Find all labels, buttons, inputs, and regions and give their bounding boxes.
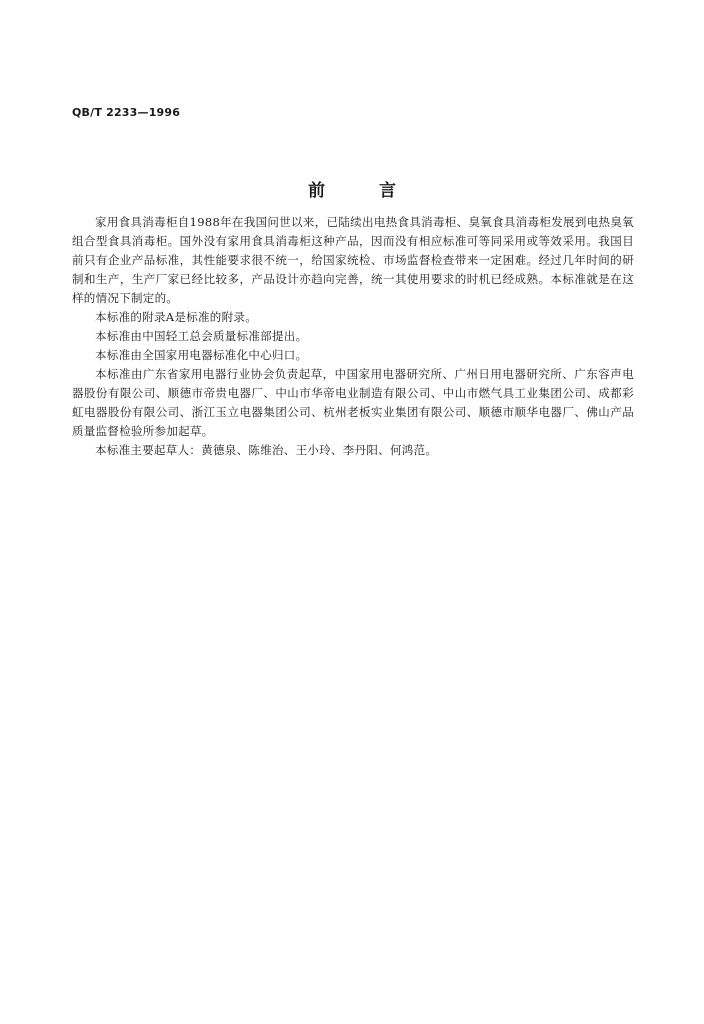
standard-code: QB/T 2233—1996 (72, 106, 181, 119)
foreword-title-right: 言 (379, 181, 396, 201)
paragraph-proposed-by: 本标准由中国轻工总会质量标准部提出。 (95, 329, 308, 343)
paragraph-drafters: 本标准主要起草人：黄德泉、陈维治、王小玲、李丹阳、何鸿范。 (95, 443, 438, 457)
paragraph-appendix: 本标准的附录A是标准的附录。 (95, 310, 258, 324)
paragraph-managed-by: 本标准由全国家用电器标准化中心归口。 (95, 348, 308, 362)
foreword-body (72, 213, 634, 460)
foreword-title (0, 176, 704, 201)
foreword-title-left: 前 (308, 181, 325, 201)
paragraph-drafting-organizations: 本标准由广东省家用电器行业协会负责起草，中国家用电器研究所、广州日用电器研究所、广东容声电器股份有限公司、顺德市帝贵电器厂、中山市华帝电业制造有限公司、中山市燃气具工业集团公司、成都彩虹电器股份有限公司、浙江玉立电器集团公司、杭州老板实业集团有限公司、顺德市顺华电器厂、佛山产品质量监督检验所参加起草。 (72, 367, 634, 438)
paragraph-background: 家用食具消毒柜自1988年在我国问世以来，已陆续出电热食具消毒柜、臭氧食具消毒柜发展到电热臭氧组合型食具消毒柜。国外没有家用食具消毒柜这种产品，因而没有相应标准可等同采用或等效采用。我国目前只有企业产品标准，其性能要求很不统一，给国家统检、市场监督检查带来一定困难。经过几年时间的研制和生产，生产厂家已经比较多，产品设计亦趋向完善，统一其使用要求的时机已经成熟。本标准就是在这样的情况下制定的。 (72, 215, 634, 305)
